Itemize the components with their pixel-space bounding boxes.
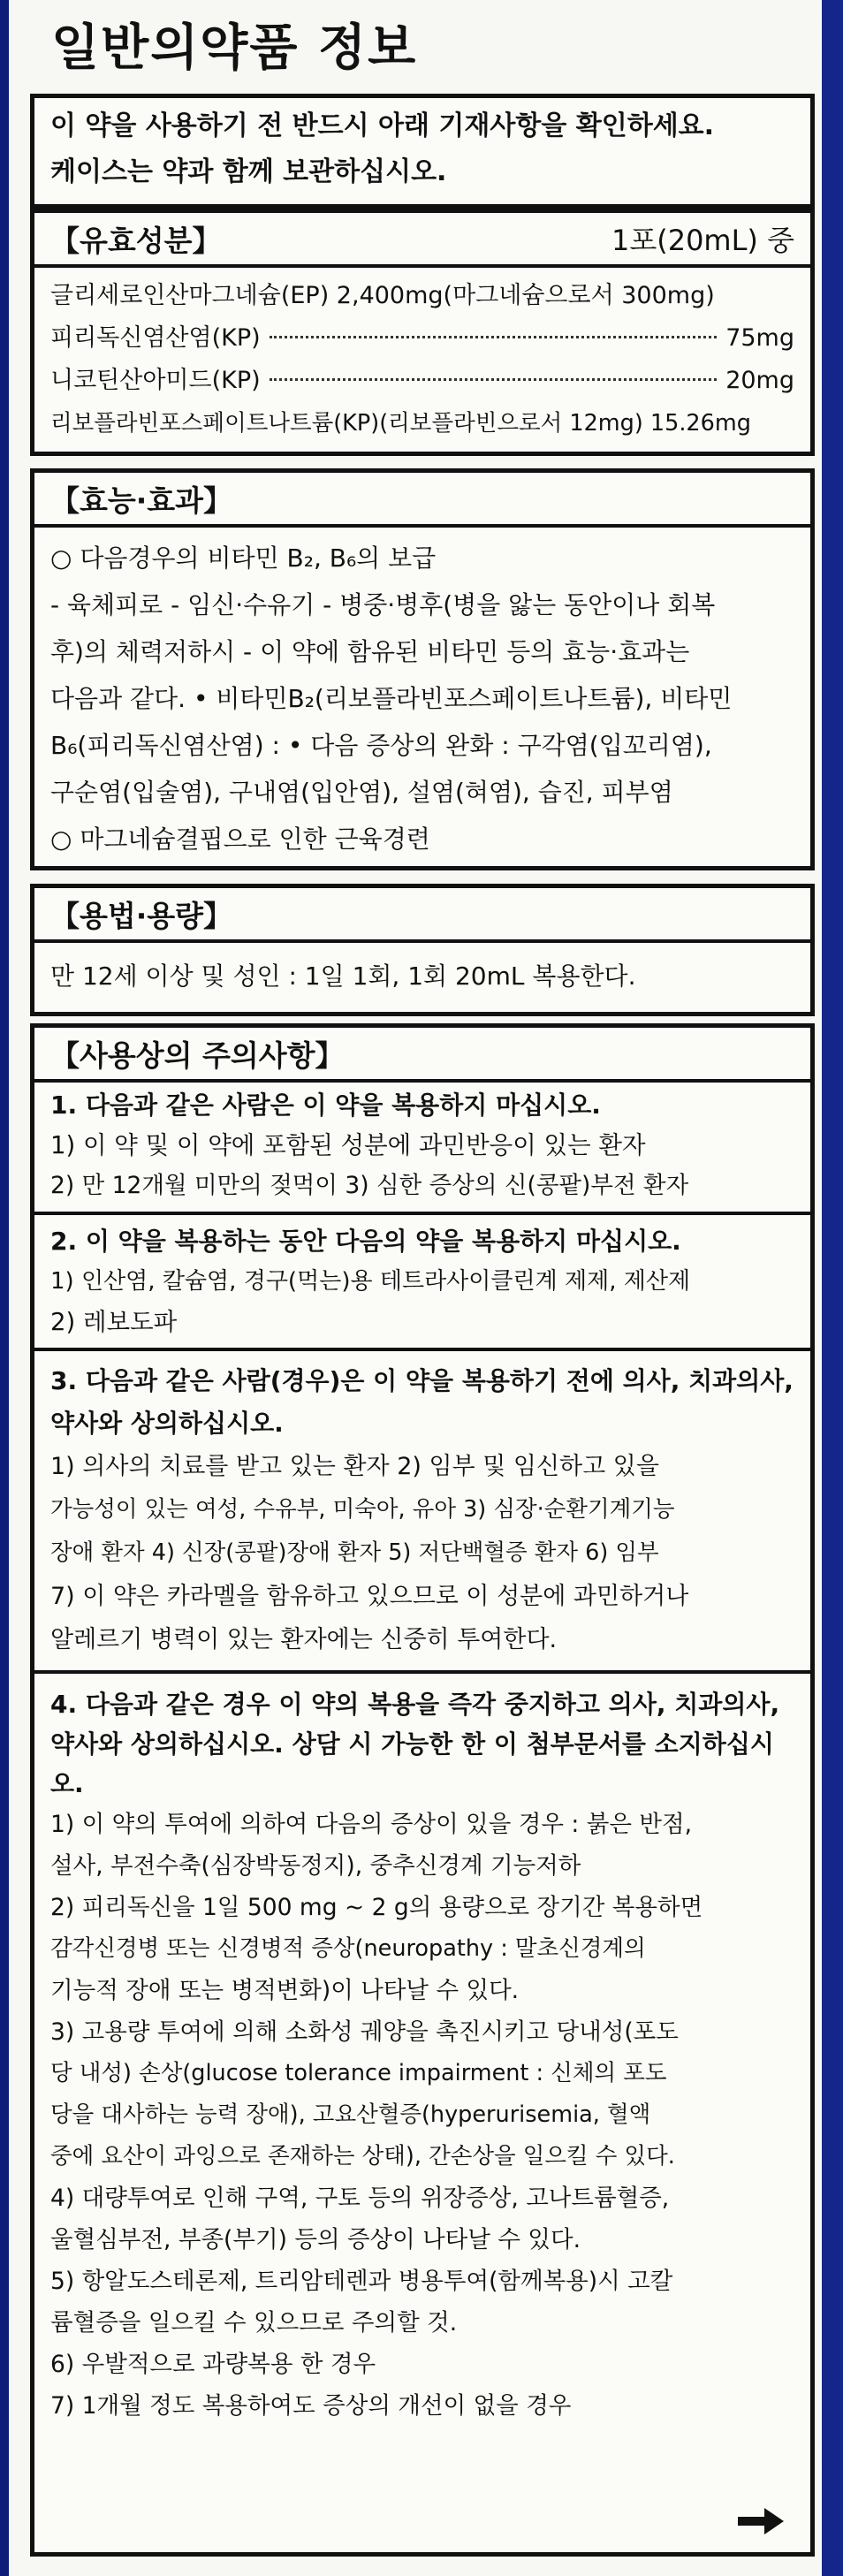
section-line: 6) 우발적으로 과량복용 한 경우: [50, 2351, 376, 2378]
intro-box: [30, 94, 815, 209]
section-title: 2. 이 약을 복용하는 동안 다음의 약을 복용하지 마십시오.: [50, 1227, 681, 1256]
efficacy-box: [30, 468, 815, 870]
efficacy-line: ○ 마그네슘결핍으로 인한 근육경련: [50, 824, 430, 854]
section-line: 장애 환자 4) 신장(콩팥)장애 환자 5) 저단백혈증 환자 6) 임부: [50, 1539, 659, 1566]
ingredient-row: [50, 275, 794, 317]
section-line: 알레르기 병력이 있는 환자에는 신중히 투여한다.: [50, 1626, 558, 1653]
efficacy-line: 후)의 체력저하시 - 이 약에 함유된 비타민 등의 효능·효과는: [50, 637, 690, 666]
section-line: 7) 1개월 정도 복용하여도 증상의 개선이 없을 경우: [50, 2392, 572, 2420]
precautions-header: [34, 1028, 810, 1083]
section-line: 2) 레보도파: [50, 1308, 178, 1336]
precaution-section-4: [50, 1674, 794, 2427]
section-line: 1) 이 약 및 이 약에 포함된 성분에 과민반응이 있는 환자: [50, 1131, 646, 1159]
dosage-title: 【용법·용량】: [50, 898, 233, 933]
dosage-box: [30, 884, 815, 1016]
section-line: 5) 항알도스테론제, 트리암테렌과 병용투여(함께복용)시 고칼: [50, 2268, 673, 2295]
ingredient-value: 20mg: [725, 367, 794, 394]
ingredient-name: 피리독신염산염(KP): [50, 324, 261, 352]
ingredients-amount: 1포(20mL) 중: [611, 224, 794, 257]
section-line: 7) 이 약은 카라멜을 함유하고 있으므로 이 성분에 과민하거나: [50, 1583, 689, 1610]
intro-line-2: 케이스는 약과 함께 보관하십시오.: [50, 156, 447, 187]
ingredients-header: [34, 213, 810, 268]
ingredient-row: [50, 402, 794, 445]
efficacy-line: B₆(피리독신염산염) : • 다음 증상의 완화 : 구각염(입꼬리염),: [50, 731, 712, 760]
section-line: 1) 의사의 치료를 받고 있는 환자 2) 임부 및 임신하고 있을: [50, 1453, 659, 1480]
ingredient-row: [50, 360, 794, 402]
ingredients-box: [30, 209, 815, 456]
precaution-section-3: [50, 1351, 794, 1670]
section-line: 당 내성) 손상(glucose tolerance impairment : 신체의 포도: [50, 2060, 667, 2086]
right-arrow-icon: [738, 2508, 784, 2534]
section-line: 1) 이 약의 투여에 의하여 다음의 증상이 있을 경우 : 붉은 반점,: [50, 1811, 692, 1838]
precautions-title: 【사용상의 주의사항】: [50, 1037, 345, 1073]
ingredient-name: 리보플라빈포스페이트나트륨(KP)(리보플라빈으로서 12mg) 15.26mg: [50, 410, 751, 437]
ingredient-row: [50, 317, 794, 360]
precaution-section-1: [50, 1086, 794, 1212]
precautions-box: [30, 1023, 815, 2557]
section-line: 1) 인산염, 칼슘염, 경구(먹는)용 테트라사이클린계 제제, 제산제: [50, 1268, 691, 1295]
section-line: 2) 만 12개월 미만의 젖먹이 3) 심한 증상의 신(콩팥)부전 환자: [50, 1172, 689, 1199]
section-line: 4) 대량투여로 인해 구역, 구토 등의 위장증상, 고나트륨혈증,: [50, 2185, 670, 2212]
section-line: 설사, 부전수축(심장박동정지), 중추신경계 기능저하: [50, 1852, 581, 1880]
section-line: 당을 대사하는 능력 장애), 고요산혈증(hyperurisemia, 혈액: [50, 2101, 651, 2128]
section-line: 3) 고용량 투여에 의해 소화성 궤양을 촉진시키고 당내성(포도: [50, 2018, 679, 2046]
ingredient-name: 니코틴산아미드(KP): [50, 367, 261, 394]
section-title: 1. 다음과 같은 사람은 이 약을 복용하지 마십시오.: [50, 1090, 601, 1120]
efficacy-line: ○ 다음경우의 비타민 B₂, B₆의 보급: [50, 543, 437, 573]
intro-line-1: 이 약을 사용하기 전 반드시 아래 기재사항을 확인하세요.: [50, 110, 715, 141]
section-line: 울혈심부전, 부종(부기) 등의 증상이 나타날 수 있다.: [50, 2226, 581, 2253]
section-title: 3. 다음과 같은 사람(경우)은 이 약을 복용하기 전에 의사, 치과의사, 약사와 상의하십시오.: [50, 1366, 794, 1438]
section-line: 가능성이 있는 여성, 수유부, 미숙아, 유아 3) 심장·순환기계기능: [50, 1496, 675, 1523]
efficacy-line: 구순염(입술염), 구내염(입안염), 설염(혀염), 습진, 피부염: [50, 778, 673, 807]
efficacy-line: - 육체피로 - 임신·수유기 - 병중·병후(병을 앓는 동안이나 회복: [50, 590, 716, 619]
efficacy-header: [34, 473, 810, 528]
section-line: 중에 요산이 과잉으로 존재하는 상태), 간손상을 일으킬 수 있다.: [50, 2143, 675, 2169]
section-line: 2) 피리독신을 1일 500 mg ~ 2 g의 용량으로 장기간 복용하면: [50, 1894, 703, 1921]
dosage-header: [34, 888, 810, 943]
section-title: 4. 다음과 같은 경우 이 약의 복용을 즉각 중지하고 의사, 치과의사, 약사와 상의하십시오. 상담 시 가능한 한 이 첨부문서를 소지하십시오.: [50, 1690, 780, 1798]
page-title: 일반의약품 정보: [51, 19, 418, 77]
section-line: 기능적 장애 또는 병적변화)이 나타날 수 있다.: [50, 1977, 520, 2004]
ingredients-title: 【유효성분】: [50, 223, 222, 258]
efficacy-title: 【효능·효과】: [50, 483, 233, 518]
ingredient-name: 글리세로인산마그네슘(EP) 2,400mg(마그네슘으로서 300mg): [50, 282, 715, 309]
section-line: 감각신경병 또는 신경병적 증상(neuropathy : 말초신경계의: [50, 1935, 646, 1962]
efficacy-line: 다음과 같다. • 비타민B₂(리보플라빈포스페이트나트륨), 비타민: [50, 684, 733, 713]
dot-leader: [270, 378, 718, 381]
dot-leader: [270, 336, 718, 338]
section-line: 륨혈증을 일으킬 수 있으므로 주의할 것.: [50, 2309, 458, 2337]
ingredient-value: 75mg: [725, 324, 794, 352]
precaution-section-2: [50, 1215, 794, 1348]
dosage-text: 만 12세 이상 및 성인 : 1일 1회, 1회 20mL 복용한다.: [50, 961, 636, 991]
